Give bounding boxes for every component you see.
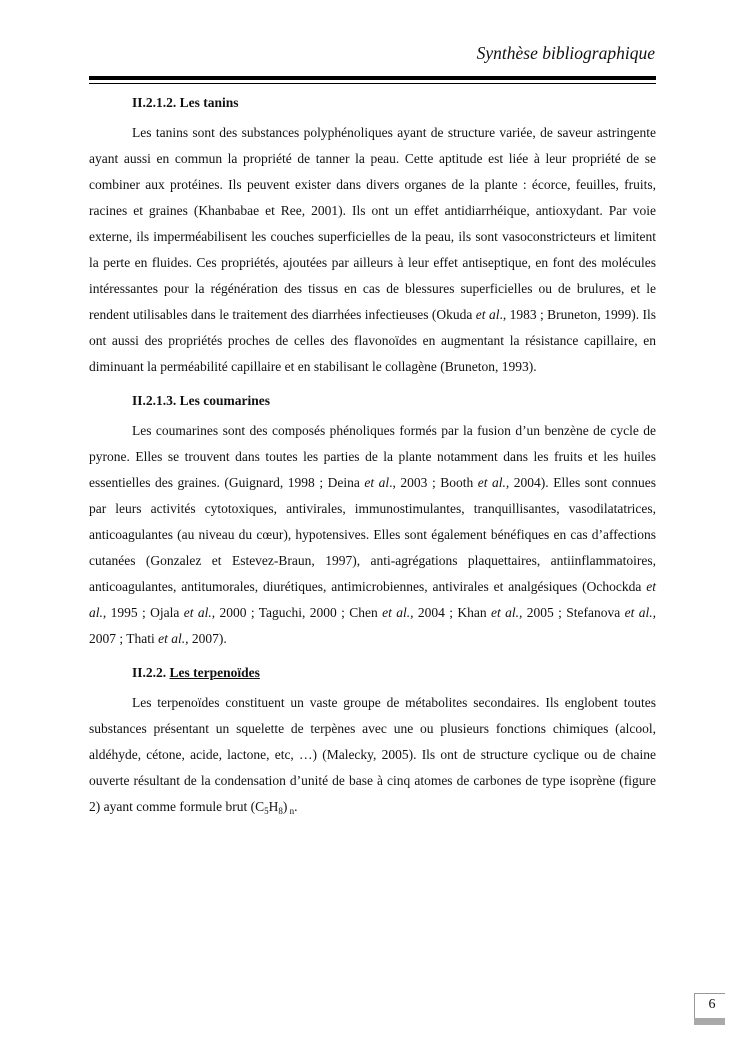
section-paragraph <box>89 418 656 652</box>
section-terpenoides <box>89 660 656 820</box>
text-run: ., 2003 ; Booth <box>389 475 478 490</box>
page-body <box>89 90 656 828</box>
text-run: , 1995 ; Ojala <box>102 605 184 620</box>
section-title: Les coumarines <box>179 393 271 408</box>
running-header: Synthèse bibliographique <box>476 43 655 63</box>
text-run: H <box>268 799 279 814</box>
text-run: Les terpenoïdes constituent un vaste groupe de métabolites secondaires. Ils englobent toutes substances présentant un squelette de terpènes avec une ou plusieurs fonctions chimiques (alcool, aldéhyde, cétone, acide, lactone, etc, …) (Malecky, 2005). Ils ont de structure cyclique ou de chaine ouverte résultant de la condensation d’unité de base à cinq atomes de carbones de type isoprène (figure 2) ayant comme formule brut (C <box>89 695 656 814</box>
section-title: Les tanins <box>179 95 239 110</box>
section-number: II.2.1.2. <box>132 95 177 110</box>
text-run: 2007). <box>188 631 227 646</box>
italic-run: et al <box>364 475 390 490</box>
page-number-bar <box>694 1018 725 1025</box>
subscript-run: n <box>287 806 295 816</box>
subscript-run: 8 <box>278 806 283 816</box>
text-run: 2005 ; Stefanova <box>522 605 625 620</box>
section-heading <box>132 90 656 116</box>
text-run: 2007 ; Thati <box>89 631 159 646</box>
header-rule-thick <box>89 76 656 80</box>
text-run: Les coumarines sont des composés phénoliques formés par la fusion d’un benzène de cycle de pyrone. Elles se trouvent dans toutes les parties de la plante notamment dans les fruits et les huiles essentielles des graines. (Guignard, 1998 ; Deina <box>89 423 656 490</box>
section-tanins <box>89 90 656 380</box>
section-heading <box>132 660 656 686</box>
text-run: ) <box>282 799 288 814</box>
section-number: II.2.1.3. <box>132 393 177 408</box>
section-heading <box>132 388 656 414</box>
text-run: ., 1983 ; Bruneton, 1999). Ils ont aussi des propriétés proches de celles des flavonoïdes en augmentant la résistance capillaire, en diminuant la perméabilité capillaire et en stabilisant le collagène (Bruneton, 1993). <box>89 307 656 374</box>
text-run: 2000 ; Taguchi, 2000 ; Chen <box>215 605 383 620</box>
italic-run: et al <box>475 307 500 322</box>
italic-run: et al., <box>382 605 414 620</box>
header-rule-thin <box>89 83 656 84</box>
section-number: II.2.2. <box>132 665 167 680</box>
text-run: 2004 ; Khan <box>413 605 492 620</box>
section-paragraph <box>89 120 656 380</box>
italic-run: et al., <box>158 631 189 646</box>
italic-run: et al., <box>477 475 510 490</box>
italic-run: et al., <box>491 605 523 620</box>
section-coumarines <box>89 388 656 652</box>
italic-run: et al., <box>624 605 656 620</box>
section-paragraph <box>89 690 656 820</box>
text-run: . <box>294 799 298 814</box>
page-number: 6 <box>708 997 716 1012</box>
subscript-run: 5 <box>264 806 269 816</box>
italic-run: et al., <box>183 605 216 620</box>
italic-run: et al. <box>89 579 656 620</box>
text-run: Les tanins sont des substances polyphénoliques ayant de structure variée, de saveur astringente ayant aussi en commun la propriété de tanner la peau. Cette aptitude est liée à leur propriété de se combiner aux protéines. Ils peuvent exister dans divers organes de la plante : écorce, feuilles, fruits, racines et graines (Khanbabae et Ree, 2001). Ils ont un effet antidiarrhéique, antioxydant. Par voie externe, ils imperméabilisent les couches superficielles de la peau, ils sont vasoconstricteurs et limitent la perte en fluides. Ces propriétés, ajoutées par ailleurs à leur effet antiseptique, en font des molécules intéressantes pour la régénération des tissus en cas de blessures superficielles ou de brulures, et le rendent utilisables dans le traitement des diarrhées infectieuses (Okuda <box>89 125 656 322</box>
text-run: 2004). Elles sont connues par leurs activités cytotoxiques, antivirales, immunostimulantes, tranquillisantes, vasodilatatrices, anticoagulantes (au niveau du cœur), hypotensives. Elles sont également bénéfiques en cas d’affections cutanées (Gonzalez et Estevez-Braun, 1997), anti-agrégations plaquettaires, antiinflammatoires, anticoagulantes, antitumorales, diurétiques, antimicrobiennes, antivirales et analgésiques (Ochockda <box>89 475 656 594</box>
section-title: Les terpenoïdes <box>169 665 260 680</box>
